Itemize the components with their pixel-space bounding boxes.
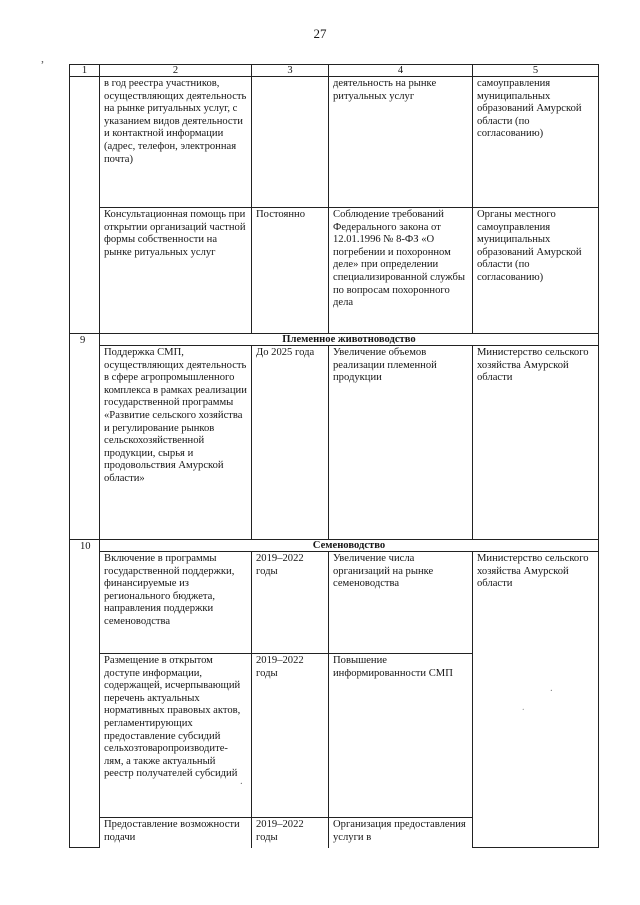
measure-cell: Предоставление возможности подачи bbox=[100, 818, 252, 848]
result-cell: Увеличение числа организаций на рынке семеноводства bbox=[329, 552, 473, 654]
measure-cell: Поддержка СМП, осуществляющих деятельность в сфере агропромышленного комплекса в рамках реализации государственной программы «Развитие сельского хозяйства и регулирование рынков сельскохозяйственной продукции, сырья и продовольствия Амурской области» bbox=[100, 346, 252, 540]
result-cell: Увеличение объемов реализации племенной продукции bbox=[329, 346, 473, 540]
measure-cell: Консультационная помощь при открытии организаций частной формы собственности на рынке ритуальных услуг bbox=[100, 208, 252, 334]
measure-cell: Размещение в открытом доступе информации, содержащей, исчерпывающий перечень актуальных нормативных правовых актов, регламентирующих предоставление субсидий сельхозтоваропроизводите-лям, а также актуальный реестр получателей субсидий bbox=[100, 654, 252, 818]
page-number: 27 bbox=[313, 26, 327, 41]
measure-cell: в год реестра участников, осуществляющих деятельность на рынке ритуальных услуг, с указанием видов деятельности и контактной информации (адрес, телефон, электронная почта) bbox=[100, 77, 252, 208]
stray-dot: . bbox=[550, 682, 553, 694]
section-row bbox=[70, 540, 599, 552]
header-cell: 5 bbox=[473, 65, 599, 77]
section-title: Племенное животноводство bbox=[100, 334, 599, 346]
responsible-cell: Министерство сельского хозяйства Амурской области bbox=[473, 346, 599, 540]
deadline-cell: 2019–2022 годы bbox=[252, 818, 329, 848]
responsible-cell: Министерство сельского хозяйства Амурской области bbox=[473, 552, 599, 848]
result-cell: Соблюдение требований Федерального закона от 12.01.1996 № 8-ФЗ «О погребении и похоронном деле» при определении специализированной службы по вопросам похоронного дела bbox=[329, 208, 473, 334]
stray-mark: , bbox=[41, 51, 44, 65]
table-header-row bbox=[70, 65, 599, 77]
table-row bbox=[70, 208, 599, 334]
stray-dot: . bbox=[522, 702, 525, 713]
responsible-cell: самоуправления муниципальных образований Амурской области (по согласованию) bbox=[473, 77, 599, 208]
result-cell: Организация предоставления услуги в bbox=[329, 818, 473, 848]
measures-table bbox=[69, 64, 599, 848]
responsible-cell: Органы местного самоуправления муниципальных образований Амурской области (по согласованию) bbox=[473, 208, 599, 334]
row-number-cell bbox=[70, 77, 100, 334]
deadline-cell: До 2025 года bbox=[252, 346, 329, 540]
header-cell: 4 bbox=[329, 65, 473, 77]
stray-dot: . bbox=[240, 775, 243, 787]
deadline-cell: 2019–2022 годы bbox=[252, 654, 329, 818]
header-cell: 3 bbox=[252, 65, 329, 77]
section-title: Семеноводство bbox=[100, 540, 599, 552]
result-cell: Повышение информированности СМП bbox=[329, 654, 473, 818]
table-row bbox=[70, 346, 599, 540]
header-cell: 2 bbox=[100, 65, 252, 77]
section-number: 9 bbox=[70, 334, 100, 540]
deadline-cell bbox=[252, 77, 329, 208]
result-cell: деятельность на рынке ритуальных услуг bbox=[329, 77, 473, 208]
measure-cell: Включение в программы государственной поддержки, финансируемые из регионального бюджета, направления поддержки семеноводства bbox=[100, 552, 252, 654]
table-row bbox=[70, 77, 599, 208]
deadline-cell: 2019–2022 годы bbox=[252, 552, 329, 654]
deadline-cell: Постоянно bbox=[252, 208, 329, 334]
section-row bbox=[70, 334, 599, 346]
table-row bbox=[70, 552, 599, 654]
section-number: 10 bbox=[70, 540, 100, 848]
header-cell: 1 bbox=[70, 65, 100, 77]
